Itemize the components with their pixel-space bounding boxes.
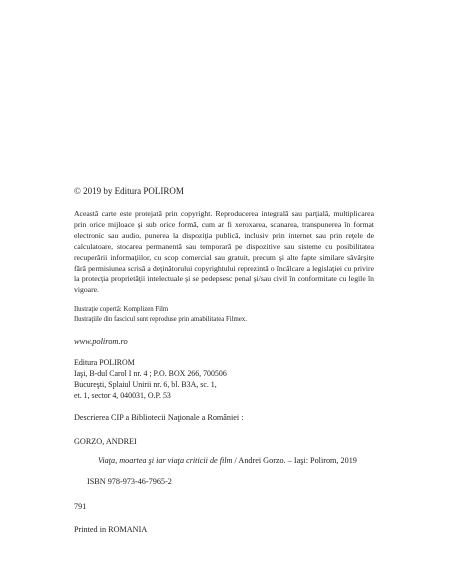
publisher-address [74, 358, 374, 401]
illustration-credits [74, 305, 374, 324]
isbn: ISBN 978-973-46-7965-2 [87, 476, 172, 486]
cover-credit: Ilustraţie copertă: Komplizen Film [74, 306, 169, 314]
address-line-sector: et. 1, sector 4, 040031, O.P. 53 [74, 390, 171, 400]
address-line-iasi: Iaşi, B-dul Carol I nr. 4 ; P.O. BOX 266, 700506 [74, 369, 227, 379]
book-title: Viaţa, moartea şi iar viaţa criticii de film [98, 456, 233, 466]
legal-notice: Această carte este protejată prin copyright. Reproducerea integrală sau parţială, multiplicarea prin orice mijloace şi sub orice formă, cum ar fi xeroxarea, scanarea, transpunerea în format electronic sau audio, punerea la dispoziţia publică, inclusiv prin internet sau prin reţele de calculatoare, stocarea permanentă sau temporară pe dispozitive sau sisteme cu posibilitatea recuperării informaţiilor, cu scop comercial sau gratuit, precum şi alte fapte similare săvârşite fără permisiunea scrisă a deţinătorului copyrightului reprezintă o încălcare a legislaţiei cu privire la protecţia proprietăţii intelectuale şi se pedepsesc penal şi/sau civil în conformitate cu legile în vigoare. [74, 209, 374, 295]
classification-code: 791 [74, 501, 87, 511]
copyright-line: © 2019 by Editura POLIROM [74, 186, 184, 196]
catalog-citation [74, 455, 374, 466]
imprint-block [74, 186, 374, 543]
publisher-website: www.polirom.ro [74, 337, 128, 347]
address-line-bucuresti: Bucureşti, Splaiul Unirii nr. 6, bl. B3A, sc. 1, [74, 379, 217, 389]
cip-heading: Descrierea CIP a Bibliotecii Naţionale a României : [74, 413, 244, 423]
author-name: GORZO, ANDREI [74, 437, 137, 447]
publisher-name: Editura POLIROM [74, 358, 135, 368]
insert-credit: Ilustraţiile din fascicul sunt reproduse prin amabilitatea Filmex. [74, 315, 247, 323]
printed-in: Printed in ROMANIA [74, 524, 148, 534]
citation-details: / Andrei Gorzo. – Iaşi: Polirom, 2019 [232, 456, 357, 466]
